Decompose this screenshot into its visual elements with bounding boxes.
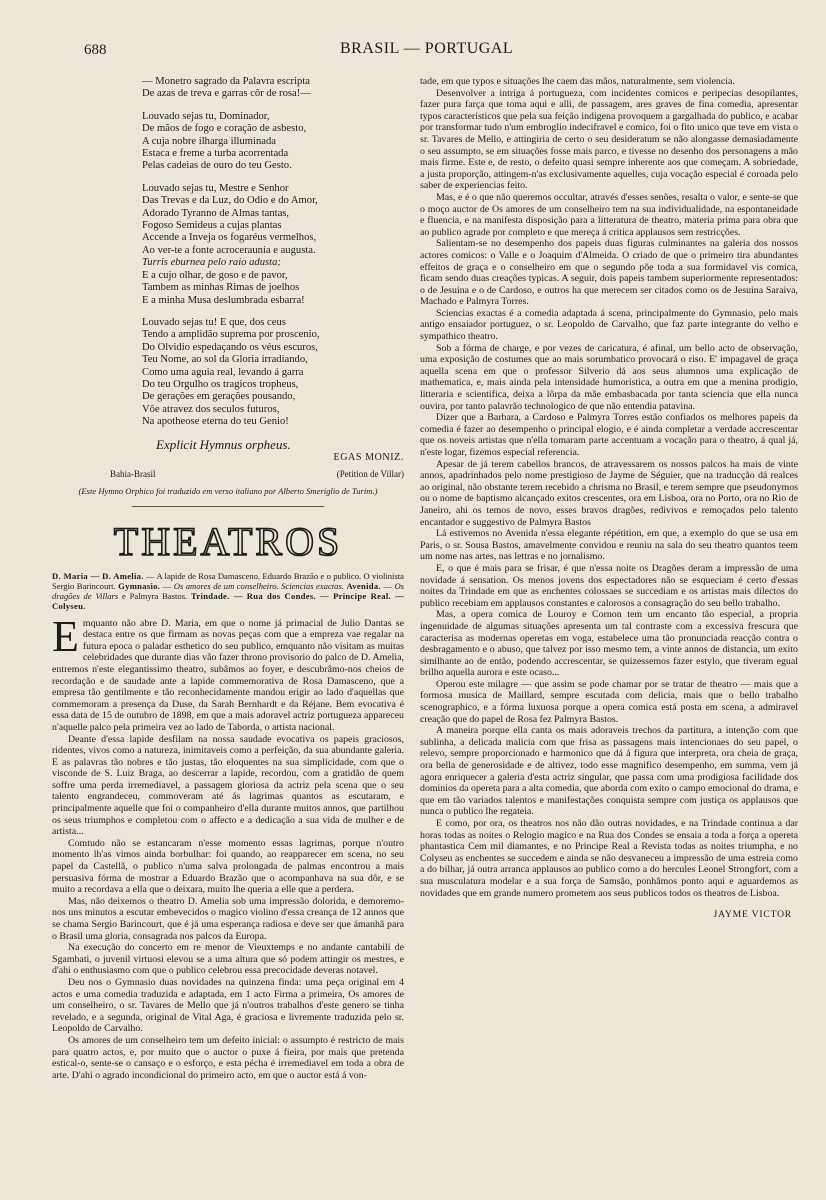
paragraph-text: Na execução do concerto em re menor de Vieuxtemps e no andante cantabili de Sgambati, o juvenil virtuosi elevou se a uma altura que só podem attingir os mestres, e d'ahi o enthusiasmo com que o publico celebrou essa precocidade deveras notavel. (52, 942, 404, 977)
poem-line: Adorado Tyranno de Almas tantas, (142, 207, 290, 219)
article-paragraph (420, 238, 798, 308)
article-paragraph (420, 308, 798, 343)
section-summary (52, 571, 404, 612)
paragraph-text: Deante d'essa lapide desfilam na nossa saudade evocativa os papeis graciosos, ridentes, vivos como a natureza, inimitaveis como a perfeição, da sua abundante galeria. E as palavras tão nobres e tão justas, tão eloquentes na sua simplicidade, com que o visconde de S. Luiz Braga, ao descerrar a lapide, recordou, com a gratidão de quem soffre uma perda irremediavel, a passagem gloriosa da actriz pela scena que o seu talento engrandeceu, commoveram até ás lagrimas quantos as escutaram, e principalmente aquelle que foi o companheiro d'ella durante muitos annos, que partilhou os seus triumphos e completou com o affecto e a dedicação a sua vida de mulher e de artista... (52, 733, 404, 838)
poem-line: Ao ver-te a fonte acroceraunia e augusta. (142, 244, 316, 256)
paragraph-text: Operou este milagre — que assim se pode chamar por se tratar de theatro — mais que a formosa musica de Maillard, sempre escutada com delicia, mais que o bello trabalho scenographico, e a fórma luxuosa porque a opera comica está posta em scena, a admiravel creação que do papel de Rosa fez Palmyra Bastos. (420, 678, 798, 725)
poem-line: Pelas cadeias de ouro do teu Gesto. (142, 160, 292, 172)
poem-line: E a cujo olhar, de goso e de pavor, (142, 269, 288, 281)
poem-explicit: Explicit Hymnus orpheus. (156, 436, 291, 452)
article-signature: JAYME VICTOR (713, 909, 792, 921)
article-paragraph (52, 734, 404, 838)
paragraph-text: Desenvolver a intriga á portugueza, com incidentes comicos e peripecias desopilantes, fazer pura farça que toma aqui e alli, de passagem, ares graves de fina comedia, apresentar typos caracteristicos que pela sua feição indigena provoquem a gargalhada do publico, e acabar por transformar tudo n'um embroglio indecifravel e comico, foi o fito unico que teve em vista o sr. Tavares de Mello, e attingiria de certo o seu desideratum se não alongasse demasiadamente o seu assumpto, se em situações fosse mais parco, e tivesse no desenho dos personagens a mão mais firme. Este e, de resto, o defeito quasi sempre inherente aos que começam. A sobriedade, a justa proporção, attingem-n'as exclusivamente aquelles, cuja vocação especial é coroada pelo saber de experiencias feito. (420, 87, 798, 192)
paragraph-text: Mas, a opera comica de Louroy e Cornon tem um encanto tão especial, a propria ingenuidade de algumas situações apresenta um tal contraste com a excessiva frescura que caracterisa as modernas operetas em voga, estabelece uma tão pronunciada reacção contra o desbragamento e o abuso, que talvez por isso mesmo tem, a vinte annos de distancia, um exito similhante ao de então, podendo accrescentar, se quizessemos fazer estylo, que tiveram egual brilho aquella aurora e este ocaso... (420, 609, 798, 679)
left-column (52, 76, 404, 1081)
summary-part: — (380, 580, 395, 591)
summary-part: Avenida. (346, 580, 381, 591)
paragraph-text: Deu nos o Gymnasio duas novidades na quinzena finda: uma peça original em 4 actos e uma comedia traduzida e adaptada, em 1 acto Firma a primeira, Os amores de um conselheiro, o sr. Tavares de Mello que já n'outros trabalhos d'este genero se tinha revelado, e a segunda, original de Vital Aga, é graciosa e livremente traduzida pelo sr. Leopoldo de Carvalho. (52, 976, 404, 1035)
summary-part: e Palmyra Bastos. (118, 591, 192, 602)
article-paragraph (420, 818, 798, 899)
paragraph-text: Mas, e é o que não queremos occultar, através d'esses senões, resalta o valor, e sente-se que o moço auctor de Os amores de um conselheiro tem na sua individualidade, na espontaneidade e fluencia, e na manifesta disposição para a litteratura de theatro, materia prima para obra que ao publico agrade por completo e que mereça á critica applausos sem restricções. (420, 191, 798, 238)
left-article (52, 611, 404, 1082)
poem-line: Na apotheose eterna do teu Genio! (142, 416, 289, 428)
paragraph-text: Comtudo não se estancaram n'esse momento essas lagrimas, porque n'outro momento lh'as vimos ainda borbulhar: foi quando, ao reapparecer em scena, no seu papel da Castellã, o publico n'uma salva prolongada de palmas encontrou a mais persuasiva fórma de mostrar a Eduardo Brazão que o acompanhava na sua dôr, e se muito a recordava a ella que o deixara, muito lhe queria a elle que a perdera. (52, 837, 404, 896)
article-paragraph (420, 528, 798, 563)
poem-line: Louvado sejas tu, Mestre e Senhor (142, 182, 289, 194)
poem-line: Estaca e freme a turba acorrentada (142, 148, 289, 160)
summary-part: Os amores de um conselheiro. Sciencias exactas. (173, 580, 344, 591)
article-paragraph (52, 1035, 404, 1081)
poem-stanza (142, 317, 404, 429)
article-paragraph (420, 679, 798, 725)
poem-line: E a minha Musa deslumbrada esbarra! (142, 294, 305, 306)
article-paragraph (52, 611, 404, 734)
poem-line: Como uma aguia real, levando á garra (142, 366, 304, 378)
right-article (420, 76, 798, 899)
poem (52, 76, 404, 429)
article-paragraph (420, 343, 798, 413)
summary-part: D. Maria — D. Amelia. (52, 570, 144, 581)
article-paragraph (52, 977, 404, 1035)
right-column (420, 76, 798, 921)
section-heading-text: THEATROS (113, 518, 343, 564)
poem-line: Das Trevas e da Luz, do Odio e do Amor, (142, 195, 318, 207)
poem-line: Fogoso Semideus a cujas plantas (142, 220, 282, 232)
paragraph-text: Salientam-se no desempenho dos papeis duas figuras culminantes na galeria dos nossos actores comicos: o Valle e o Joaquim d'Almeida. O criado de que o primeiro tira abundantes effeitos de graça e o conselheiro em que o segundo põe toda a sua formidavel vis comica, ficam sendo duas creações typicas. A seguir, dois papeis tambem superiormente representados: o de Jesuina e o de Cardoso, e outros ha que merecem ser citados como os de Jesuina Saraiva, Machado e Palmyra Torres. (420, 238, 798, 308)
article-paragraph (420, 192, 798, 238)
poem-place-row (52, 466, 404, 480)
paragraph-text: Os amores de um conselheiro tem um defeito inicial: o assumpto é restricto de mais para quatro actos, e, por muito que o auctor o puxe á fieira, por mais que pretenda estical-o, sente-se o cansaço e o esforço, e esta pécha é irremediavel em toda a obra de arte. D'ahi o agrado incondicional do primeiro acto, em que o auctor está á von- (52, 1034, 404, 1081)
page-number: 688 (84, 42, 107, 58)
poem-line: — Monetro sagrado da Palavra escripta (142, 76, 310, 87)
article-paragraph (52, 896, 404, 942)
divider-rule (132, 506, 324, 507)
paragraph-text: Lá estivemos no Avenida n'essa elegante répétition, em que, a exemplo do que se usa em Paris, o sr. Sousa Bastos, amavelmente convidou e reuniu na sala do seu theatro quantos teem um nome nas artes, nas lettras e no jornalismo. (420, 528, 798, 563)
poem-line: Tambem as minhas Rimas de joelhos (142, 282, 300, 294)
translation-note: (Este Hymno Orphico foi traduzido em verso italiano por Alberto Smeriglio de Turim.) (78, 486, 378, 497)
poem-line: Accende a Inveja os fogaréus vermelhos, (142, 232, 317, 244)
article-paragraph (420, 459, 798, 529)
poem-line: De azas de treva e garras côr de rosa!— (142, 88, 311, 100)
paragraph-text: Mas, não deixemos o theatro D. Amelia sob uma impressão dolorida, e demoremo-nos uns minutos a escutar embevecidos o magico violino d'essa creança de 12 annos que se chama Sergio Barincourt, que é já uma esperança radiosa e deve ser que ámanhã para o Brasil uma gloria, consagrada nos palcos da Europa. (52, 895, 404, 942)
summary-part: Gymnasio. (118, 580, 161, 591)
poem-line: Turris eburnea pelo raio adusta; (142, 257, 281, 269)
article-paragraph (52, 942, 404, 977)
poem-line: Do teu Orgulho os tragicos tropheus, (142, 378, 299, 390)
poem-line: Louvado sejas tu! E que, dos ceus (142, 316, 286, 328)
drop-cap: E (52, 611, 79, 661)
poem-place: Bahia-Brasil (110, 469, 156, 480)
paragraph-text: Sciencias exactas é a comedia adaptada á scena, principalmente do Gymnasio, pelo mais antigo ensaiador portuguez, o sr. Leopoldo de Carvalho, que faz parte integrante do velho e sympathico theatro. (420, 307, 798, 343)
poem-author: EGAS MONIZ. (333, 452, 404, 464)
poem-line: De mãos de fogo e coração de asbesto, (142, 123, 307, 135)
article-paragraph (420, 609, 798, 679)
article-paragraph (52, 838, 404, 896)
paragraph-text: E, o que é mais para se frisar, é que n'essa noite os Dragões deram a impressão de uma novidade á sensation. Os menos jovens dos espectadores não se esqueciam é certo d'essas noites da Trindade em que as enchentes colossaes se succediam e os artistas mais dilectos do publico recebiam em applausos constantes e calorosos a consagração do seu bello trabalho. (420, 562, 798, 609)
summary-part: — A lapide de Rosa Damasceno. Eduardo Brazão e o publico. O violinista Sergio Barincourt. (52, 570, 404, 591)
poem-stanza (142, 111, 404, 173)
paragraph-text: Sob a fórma de charge, e por vezes de caricatura, é afinal, um bello acto de observação, uma exposição de costumes que ao mais sorumbatico provocará o riso. E' impagavel de graça aquella scena em que o professor Silverio dá aos seus alumnos uma explicação de mathematica, e, mais ainda pela intensidade humoristica, a outra em que a menina prodigio, litteraria e scientifica, deixa a lôrpa da mãe embasbacada por tanta sciencia que ella nunca ouvira, por tanto palavrão technologico de que não entendia patavina. (420, 342, 798, 412)
running-title: BRASIL — PORTUGAL (340, 40, 514, 57)
summary-part: — (160, 580, 174, 591)
paragraph-text: Dizer que a Barbara, a Cardoso e Palmyra Torres estão confiados os melhores papeis da comedia é fazer ao desempenho o principal elogio, e é ainda completar a verdade accrescentar que os noveis artistas que n'ella tomaram parte accentuam a vocação para o theatro, á qual já, n'este logar, fizemos especial referencia. (420, 412, 798, 458)
article-paragraph (420, 76, 798, 88)
paragraph-text: A maneira porque ella canta os mais adoraveis trechos da partitura, a intenção com que sublinha, a delicada malicia com que frisa as passagens mais intencionaes do seu papel, o relevo, sempre proporcionado e harmonico que dá á figura que interpreta, ora cheia de graça, ora bella de generosidade e de altivez, todo esse magnifico desempenho, em summa, vem já agora enriquecer a galeria d'esta actriz singular, que passa com uma prodigiosa facilidade dos dominios da opereta para a alta comedia, que aborda com exito o campo emocional do drama, e que em tão variados talentos e manifestações conquista sempre com justiça os applausos que nunca o publico lhe regateia. (420, 725, 798, 818)
poem-line: Tendo a amplidão suprema por proscenio, (142, 329, 320, 341)
article-paragraph (420, 412, 798, 458)
theatros-heading (113, 515, 343, 565)
article-paragraph (420, 563, 798, 609)
article-paragraph (420, 725, 798, 818)
article-paragraph (420, 88, 798, 192)
poem-line: Teu Nome, ao sol da Gloria irradiando, (142, 354, 308, 366)
paragraph-text: mquanto não abre D. Maria, em que o nome já primacial de Julio Dantas se destaca entre os que firmam as novas peças com que a empreza vae regalar na futura epoca o paladar esthetico do seu publico, emquanto não visitam as muitas celebridades que durante dias vão fazer throno provisorio do palco de D. Amelia, entremos n'este elegantissimo theatro, subâmos ao foyer, e descubrâmo-nos cheios de recordação e de saudade ante a lapide commemorativa de Rosa Damasceno, que a empresa tão gentilmente e tão reconhecidamente mandou erigir ao lado d'aquellas que commemoram a presença da Duse, da Sarah Bernhardt e da Réjane. Bem evocativa é essa data de 15 de outubro de 1898, em que a mais adoravel actriz portugueza appareceu n'aquelle palco pela primeira vez ao lado de Taborda, o artista nacional. (52, 617, 404, 733)
poem-signature-row (52, 452, 404, 466)
summary-part: Os dragões de Villars (52, 580, 405, 602)
summary-part: Trindade. — Rua dos Condes. — Principe Real. — Colyseu. (52, 591, 404, 612)
paragraph-text: Apesar de já terem cabellos brancos, de atravessarem os nossos palcos ha mais de vinte annos, apadrinhados pelo nome prestigioso de Jayme de Séguier, que na traducção dá realces ao original, não obstante terem recebido a chrisma no Brasil, e terem sempre que pseudonymos ou o nome de baptismo alcançado exitos crescentes, ora em Lisboa, ora no Porto, ora no Rio de Janeiro, ahi os temos de novo, esses bravos dragões, redivivos e remoçados pelo talento encantador e suggestivo de Palmyra Bastos (420, 458, 798, 528)
poem-place-right: (Petition de Villar) (336, 469, 404, 480)
poem-line: De gerações em gerações pousando, (142, 391, 296, 403)
paragraph-text: tade, em que typos e situações lhe caem das mãos, naturalmente, sem violencia. (420, 76, 735, 87)
poem-line: A cuja nobre ilharga illuminada (142, 135, 276, 147)
poem-stanza (142, 183, 404, 307)
paragraph-text: E como, por ora, os theatros nos não dão outras novidades, e na Trindade continua a dar horas todas as noites o Relogio magico e na Rua dos Condes se ensaia a toda a força a opereta phantastica Cem mil diamantes, e no Principe Real a Revista todas as noites triumpha, e no Colyseu as enchentes se succedem e ainda se não desvaneceu a impressão de uma estreia como a do bilhar, já outra arranca applausos ao publico como a do hercules Leonel Strongfort, com a sua musculatura modelar e a sua força de Samsão, ponhâmos ponto aqui e aguardemos as novidades que em grande numero prometem aos seus publicos todos os theatros de Lisboa. (420, 818, 798, 899)
poem-line: Vôe atravez dos seculos futuros, (142, 403, 280, 415)
poem-line: Do Olvidio espedaçando os véus escuros, (142, 341, 318, 353)
poem-line: Louvado sejas tu, Dominador, (142, 110, 270, 122)
poem-stanza (142, 76, 404, 101)
